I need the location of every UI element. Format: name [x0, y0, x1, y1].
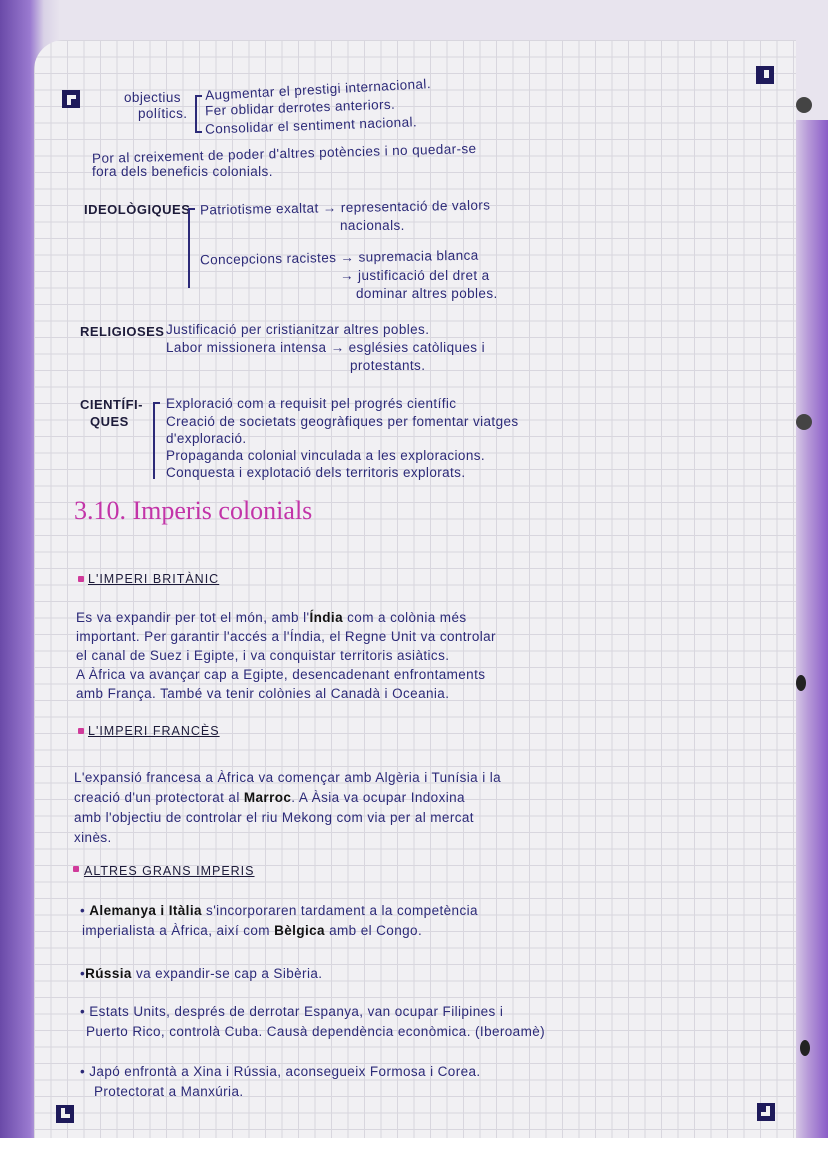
ideological-item: → justificació del dret a	[340, 268, 490, 283]
ideological-item: Concepcions racistes → supremacia blanca	[199, 247, 479, 268]
british-line: important. Per garantir l'accés a l'Índia, el Regne Unit va controlar	[76, 629, 496, 644]
french-heading: L'IMPERI FRANCÈS	[88, 724, 220, 738]
french-line: xinès.	[74, 830, 112, 845]
scientific-label: CIENTÍFI-	[80, 397, 143, 412]
religious-item: Labor missionera intensa → esglésies catòliques i	[166, 340, 486, 355]
scientific-item: Conquesta i explotació dels territoris explorats.	[166, 465, 466, 480]
politics-item: Augmentar el prestigi internacional.	[204, 76, 432, 103]
ideological-item: Patriotisme exaltat → representació de valors	[199, 197, 491, 218]
others-item: • Estats Units, després de derrotar Espanya, van ocupar Filipines i	[80, 1004, 504, 1019]
politics-item: Fer oblidar derrotes anteriors.	[204, 96, 396, 119]
ring-hole-icon	[796, 675, 806, 691]
others-item: • Alemanya i Itàlia s'incorporaren tardament a la competència	[80, 903, 478, 918]
religious-item: Justificació per cristianitzar altres pobles.	[166, 322, 430, 337]
british-line: amb França. També va tenir colònies al Canadà i Oceania.	[76, 686, 450, 701]
corner-mark-top-left-icon	[62, 90, 80, 108]
others-item: Protectorat a Manxúria.	[94, 1084, 244, 1099]
british-line: A Àfrica va avançar cap a Egipte, desencadenant enfrontaments	[76, 667, 486, 682]
others-item: • Japó enfrontà a Xina i Rússia, aconsegueix Formosa i Corea.	[80, 1064, 481, 1079]
scientific-item: d'exploració.	[166, 431, 247, 446]
background	[0, 1138, 828, 1171]
scientific-item: Propaganda colonial vinculada a les exploracions.	[166, 448, 486, 463]
french-line: creació d'un protectorat al Marroc. A Àsia va ocupar Indoxina	[74, 790, 465, 805]
scientific-label: QUES	[90, 414, 129, 429]
corner-mark-top-right-icon	[756, 66, 774, 84]
french-line: amb l'objectiu de controlar el riu Mekong com via per al mercat	[74, 810, 474, 825]
politics-label: polítics.	[138, 106, 188, 121]
french-line: L'expansió francesa a Àfrica va començar amb Algèria i Tunísia i la	[74, 770, 502, 785]
ideological-item: nacionals.	[340, 218, 405, 233]
ideological-item: dominar altres pobles.	[356, 286, 498, 301]
others-item: imperialista a Àfrica, així com Bèlgica amb el Congo.	[82, 923, 423, 938]
section-title: 3.10. Imperis colonials	[74, 496, 313, 525]
religious-label: RELIGIOSES	[80, 324, 165, 339]
british-line: Es va expandir per tot el món, amb l'Índia com a colònia més	[76, 610, 467, 625]
politics-label: objectius	[124, 90, 181, 105]
fear-line: Por al creixement de poder d'altres potències i no quedar-se	[91, 140, 477, 167]
religious-item: protestants.	[350, 358, 426, 373]
british-line: el canal de Suez i Egipte, i va conquistar territoris asiàtics.	[76, 648, 450, 663]
scientific-item: Creació de societats geogràfiques per fomentar viatges	[166, 414, 519, 429]
others-heading: ALTRES GRANS IMPERIS	[84, 864, 255, 878]
others-item: •Rússia va expandir-se cap a Sibèria.	[80, 966, 323, 981]
ring-hole-icon	[796, 414, 812, 430]
british-heading: L'IMPERI BRITÀNIC	[88, 572, 220, 586]
scientific-item: Exploració com a requisit pel progrés científic	[166, 396, 457, 411]
ring-hole-icon	[796, 97, 812, 113]
others-item: Puerto Rico, controlà Cuba. Causà dependència econòmica. (Iberoamè)	[86, 1024, 546, 1039]
corner-mark-bottom-left-icon	[56, 1105, 74, 1123]
fear-line: fora dels beneficis colonials.	[92, 164, 273, 179]
politics-item: Consolidar el sentiment nacional.	[204, 114, 418, 137]
corner-mark-bottom-right-icon	[757, 1103, 775, 1121]
ideological-label: IDEOLÒGIQUES	[84, 202, 191, 217]
ring-hole-icon	[800, 1040, 810, 1056]
